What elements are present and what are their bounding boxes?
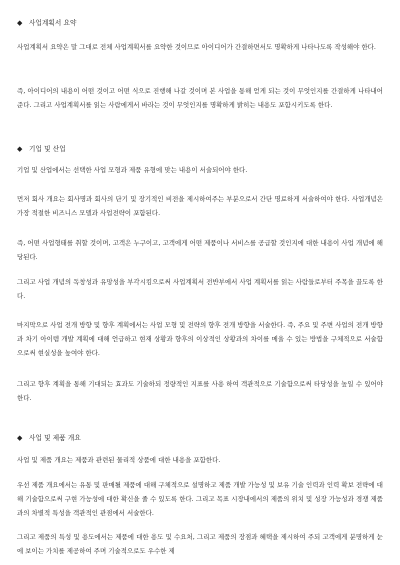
section-heading: ◆ 사업 및 제품 개요 bbox=[17, 434, 81, 442]
paragraph: 그리고 향후 계획을 통해 기대되는 효과도 기술하되 정량적인 지표를 사용 하여 객관적으로 기술함으로써 타당성을 높일 수 있어야 한다. bbox=[17, 380, 383, 403]
paragraph: 우선 제품 개요에서는 유통 및 판매될 제품에 대해 구체적으로 설명하고 제품 개발 가능성 및 보유 기술 인력과 인력 확보 전략에 대해 기술함으로써 구현 가능성에 대한 확신을 줄 수 있도록 한다. 그리고 목표 시장내에서의 제품의 위치 및 성장 가능성과 경쟁 제품과의 차별적 특성을 객관적인 관점에서 서술한다. bbox=[17, 481, 383, 518]
paragraph: 그리고 제품의 특성 및 용도에서는 제품에 대한 용도 및 수요처, 그리고 제품의 장점과 혜택을 제시하여 주되 고객에게 분명하게 눈에 보이는 가치를 제공하여 주며 기술적으로도 우수한 제 bbox=[17, 533, 383, 556]
paragraph: 기업 및 산업에서는 선택한 사업 모형과 제품 유형에 맞는 내용이 서술되어야 한다. bbox=[17, 166, 248, 174]
paragraph: 사업 및 제품 개요는 제품과 관련된 물리적 상품에 대한 내용을 포함한다. bbox=[17, 456, 221, 464]
diamond-bullet-icon: ◆ bbox=[17, 19, 23, 27]
section-heading: ◆ 기업 및 산업 bbox=[17, 145, 66, 153]
paragraph: 사업계획서 요약은 말 그대로 전체 사업계획서를 요약한 것이므로 아이디어가 간결하면서도 명확하게 나타나도록 작성해야 한다. bbox=[17, 43, 376, 51]
paragraph: 먼저 회사 개요는 회사명과 회사의 단기 및 장기적인 비전을 제시하여주는 부분으로서 간단 명료하게 서술하여야 한다. 사업개념은 가장 적절한 비즈니스 모델과 사업전략이 포함된다. bbox=[17, 195, 383, 218]
section-heading: ◆ 사업계획서 요약 bbox=[17, 19, 77, 27]
paragraph: 즉, 아이디어의 내용이 어떤 것이고 어떤 식으로 진행해 나갈 것이며 본 사업을 통해 얻게 되는 것이 무엇인지를 간결하게 나타내어 준다. 그리고 사업계획서를 읽는 사람에게서 바라는 것이 무엇인지를 명확하게 밝히는 내용도 포함시키도록 한다. bbox=[17, 87, 383, 110]
diamond-bullet-icon: ◆ bbox=[17, 145, 23, 153]
paragraph: 즉, 어떤 사업형태를 취할 것이며, 고객은 누구이고, 고객에게 어떤 제품이나 서비스를 공급할 것인지에 대한 내용이 사업 개념에 해당된다. bbox=[17, 239, 383, 262]
paragraph: 그리고 사업 개념의 독창성과 유망성을 부각시킴으로써 사업계획서 전반부에서 사업 계획서를 읽는 사람들로부터 주목을 끌도록 한다. bbox=[17, 278, 383, 301]
paragraph: 마지막으로 사업 전개 방향 및 향후 계획에서는 사업 모형 및 전략의 향후 전개 방향을 서술한다. 즉, 주요 및 주변 사업의 전개 방향과 차기 아이템 개발 계획에 대해 언급하고 현재 상황과 향후의 이상적인 상황과의 차이를 메울 수 있는 방법을 구체적으로 서술함으로써 현실성을 높여야 한다. bbox=[17, 321, 383, 358]
diamond-bullet-icon: ◆ bbox=[17, 434, 23, 442]
